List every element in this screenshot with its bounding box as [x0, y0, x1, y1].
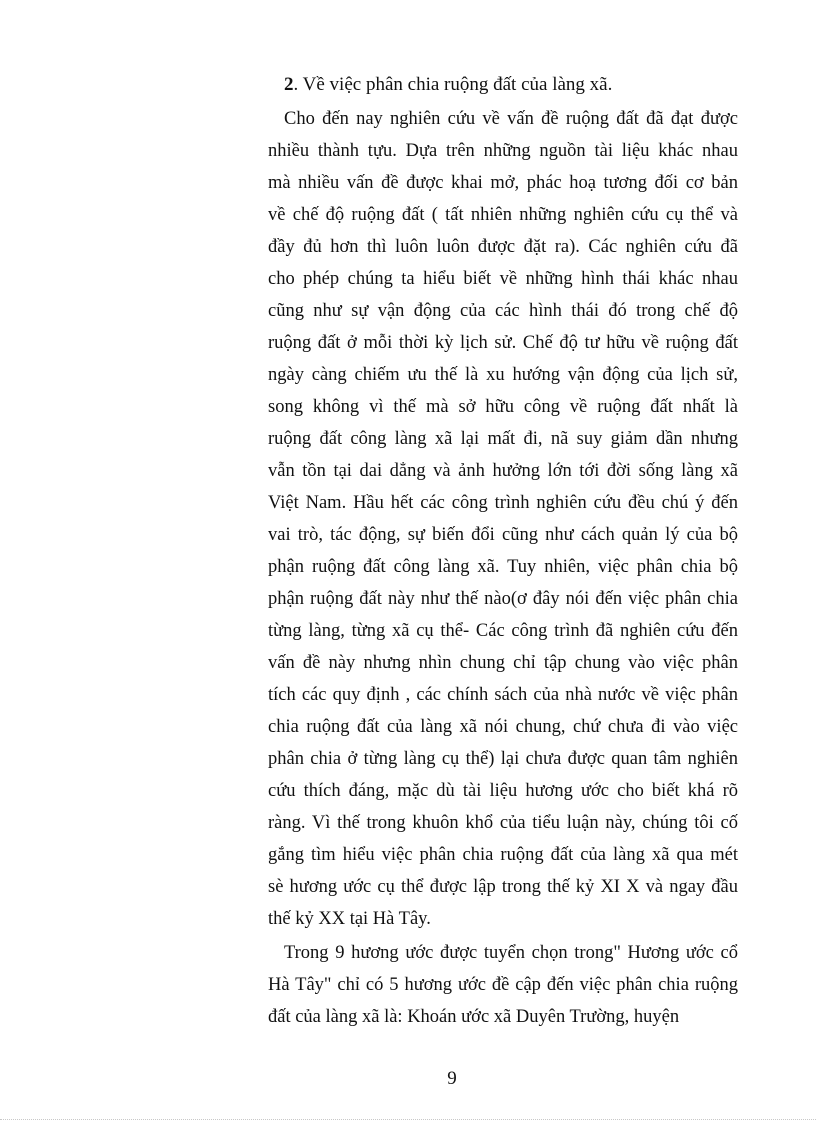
text-line: Việt Nam. Hầu hết các công trình nghiên cứu đều chú ý đến [268, 493, 738, 513]
text-line: phận ruộng đất này như thế nào(ơ đây nói đến việc phân chia [268, 589, 738, 609]
text-line: vẫn tồn tại dai dẳng và ảnh hưởng lớn tới đời sống làng xã [268, 461, 738, 481]
text-line: gắng tìm hiểu việc phân chia ruộng đất của làng xã qua mét [268, 845, 738, 865]
text-line: tích các quy định , các chính sách của nhà nước về việc phân [268, 685, 738, 705]
text-line: ruộng đất ở mỗi thời kỳ lịch sử. Chế độ tư hữu về ruộng đất [268, 333, 738, 353]
text-line: ruộng đất công làng xã lại mất đi, nã suy giảm dần nhưng [268, 429, 738, 449]
text-line: Hà Tây" chỉ có 5 hương ước đề cập đến việc phân chia ruộng [268, 975, 738, 995]
text-line: cho phép chúng ta hiểu biết về những hình thái khác nhau [268, 269, 738, 289]
section-heading [284, 72, 612, 98]
text-line: thế kỷ XX tại Hà Tây. [268, 909, 431, 929]
text-line: phận ruộng đất công làng xã. Tuy nhiên, việc phân chia bộ [268, 557, 738, 577]
text-line: ngày càng chiếm ưu thế là xu hướng vận động của lịch sử, [268, 365, 738, 385]
text-line: về chế độ ruộng đất ( tất nhiên những nghiên cứu cụ thể và [268, 205, 738, 225]
page-bottom-rule [0, 1119, 816, 1120]
text-line: sè hương ước cụ thể được lập trong thế kỷ XI X và ngay đầu [268, 877, 738, 897]
text-line: Trong 9 hương ước được tuyển chọn trong" Hương ước cổ [284, 943, 738, 963]
text-line: cứu thích đáng, mặc dù tài liệu hương ước cho biết khá rõ [268, 781, 738, 801]
text-line: song không vì thế mà sở hữu công về ruộng đất nhất là [268, 397, 738, 417]
text-line: vai trò, tác động, sự biến đổi cũng như cách quản lý của bộ [268, 525, 738, 545]
text-line: cũng như sự vận động của các hình thái đó trong chế độ [268, 301, 738, 321]
text-line: mà nhiều vấn đề được khai mở, phác hoạ tương đối cơ bản [268, 173, 738, 193]
text-line: đất của làng xã là: Khoán ước xã Duyên Trường, huyện [268, 1007, 680, 1027]
text-line: phân chia ở từng làng cụ thể) lại chưa được quan tâm nghiên [268, 749, 738, 769]
section-title: . Về việc phân chia ruộng đất của làng xã. [293, 74, 613, 95]
page-number: 9 [447, 1068, 457, 1089]
text-line: Cho đến nay nghiên cứu về vấn đề ruộng đất đã đạt được [284, 109, 738, 129]
text-line: chia ruộng đất của làng xã nói chung, chứ chưa đi vào việc [268, 717, 738, 737]
text-line: vấn đề này nhưng nhìn chung chỉ tập chung vào việc phân [268, 653, 738, 673]
text-line: nhiều thành tựu. Dựa trên những nguồn tài liệu khác nhau [268, 141, 738, 161]
text-line: ràng. Vì thế trong khuôn khổ của tiểu luận này, chúng tôi cố [268, 813, 738, 833]
section-number: 2 [284, 74, 294, 95]
text-line: đầy đủ hơn thì luôn luôn được đặt ra). Các nghiên cứu đã [268, 237, 738, 257]
text-line: từng làng, từng xã cụ thể- Các công trình đã nghiên cứu đến [268, 621, 738, 641]
